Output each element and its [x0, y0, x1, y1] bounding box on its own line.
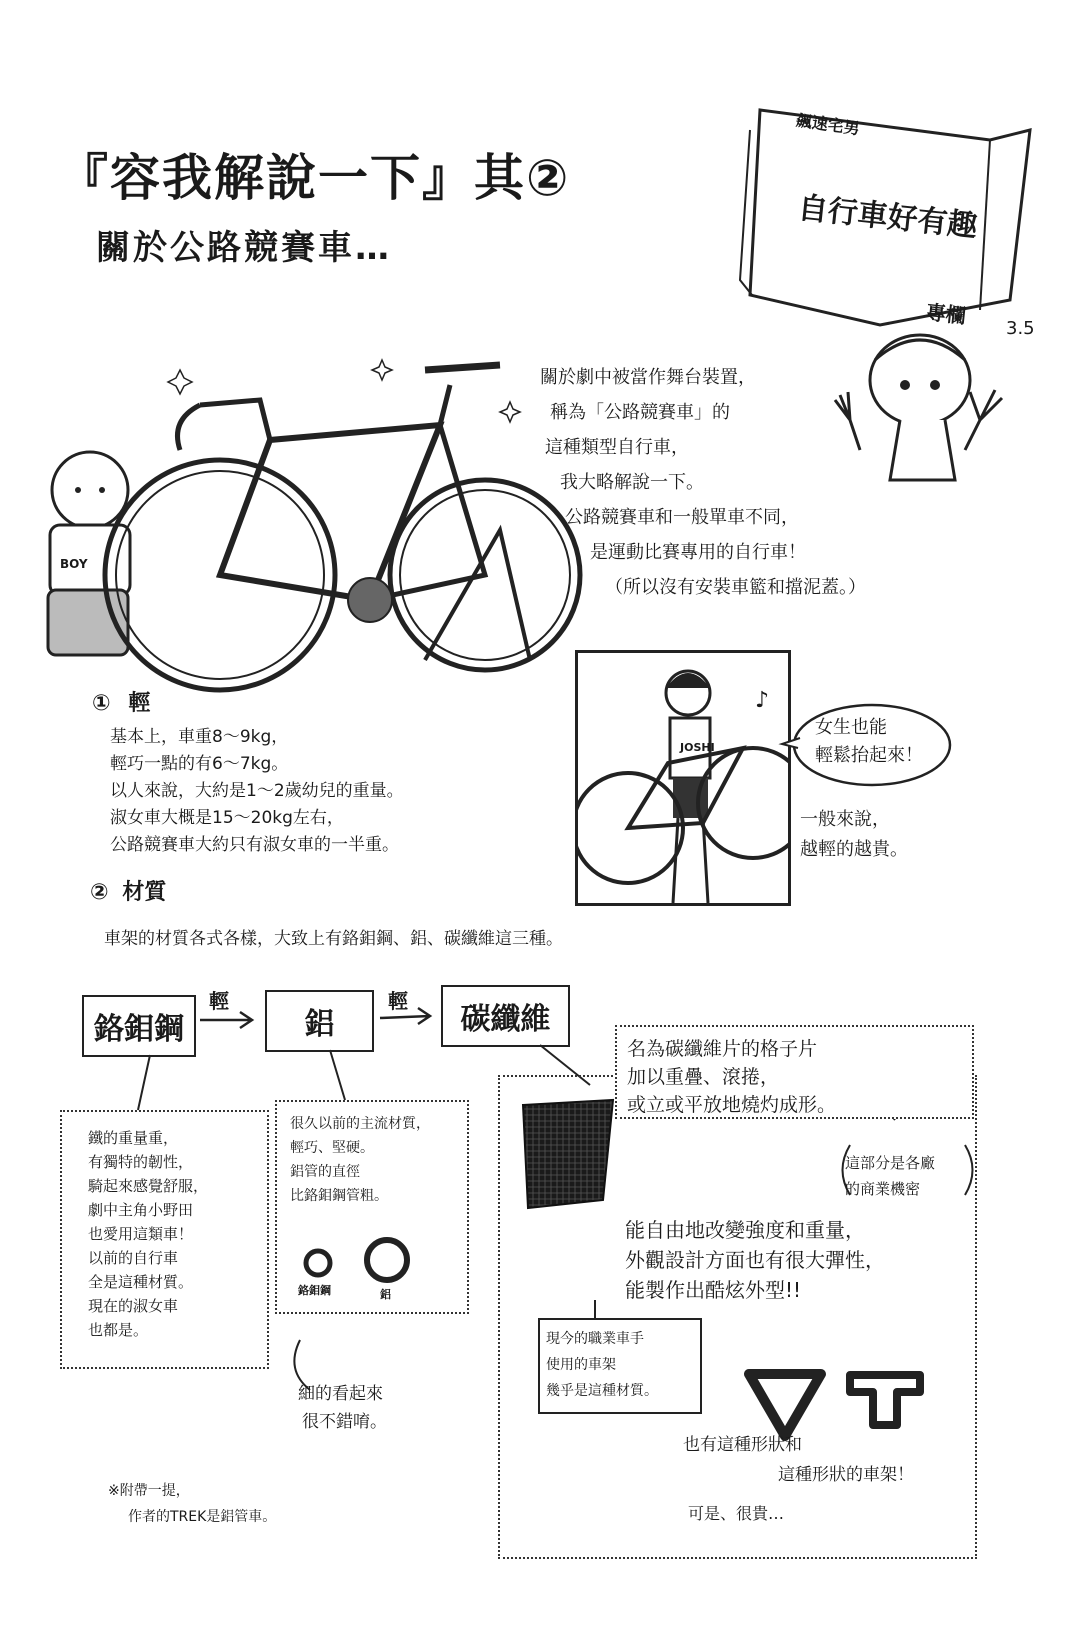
tube-comment-line: 很不錯唷。 [302, 1412, 387, 1432]
speech-line: 女生也能 [815, 717, 887, 738]
aluminum-line: 輕巧、堅硬。 [290, 1140, 374, 1156]
tube-label-chromoly: 鉻鉬鋼 [298, 1284, 331, 1297]
carbon-process-note [627, 1035, 836, 1119]
chromoly-line: 全是這種材質。 [88, 1273, 194, 1291]
but-expensive-note: 可是、很貴… [688, 1504, 785, 1523]
chromoly-line: 現在的淑女車 [88, 1297, 179, 1315]
intro-line: 我大略解說一下。 [560, 472, 704, 493]
music-note-icon: ♪ [755, 688, 770, 713]
shape-caption-line: 這種形狀的車架！ [778, 1465, 914, 1485]
intro-line: 公路競賽車和一般單車不同， [565, 507, 799, 528]
carbon-process-line: 或立或平放地燒灼成形。 [627, 1094, 837, 1116]
section1-line: 以人來說，大約是1～2歲幼兒的重量。 [110, 781, 404, 801]
section1-line: 基本上，車重8～9kg， [110, 727, 289, 747]
arrow-label-light-1: 輕 [209, 989, 229, 1013]
section1-line: 淑女車大概是15～20kg左右， [110, 808, 344, 828]
intro-line: （所以沒有安裝車籃和擋泥蓋。） [605, 577, 866, 598]
material-box-aluminum: 鋁 [265, 990, 374, 1052]
caption-line: 越輕的越貴。 [800, 839, 908, 860]
chromoly-line: 也都是。 [88, 1321, 149, 1339]
section1-title: 輕 [128, 691, 151, 716]
tube-label-aluminum: 鋁 [380, 1288, 391, 1301]
kid-shirt-text: BOY [60, 557, 88, 571]
chromoly-note [88, 1126, 208, 1342]
aluminum-line: 很久以前的主流材質， [290, 1116, 430, 1132]
section2-number: ② [90, 880, 109, 905]
aluminum-line: 鋁管的直徑 [290, 1164, 360, 1180]
chromoly-line: 鐵的重量重， [88, 1129, 179, 1147]
material-box-carbon: 碳纖維 [441, 985, 570, 1047]
intro-line: 關於劇中被當作舞台裝置， [540, 367, 756, 388]
trade-secret-line: 的商業機密 [845, 1180, 921, 1198]
book-title: 自行車好有趣 [796, 190, 979, 245]
chromoly-line: 有獨特的韌性， [88, 1153, 194, 1171]
chromoly-line: 騎起來感覺舒服， [88, 1177, 209, 1195]
section1-number: ① [92, 691, 111, 716]
chromoly-line: 也愛用這類車！ [88, 1225, 194, 1243]
pro-note-line: 幾乎是這種材質。 [546, 1383, 658, 1399]
carbon-process-line: 名為碳纖維片的格子片 [627, 1038, 818, 1060]
tube-comment [298, 1380, 387, 1436]
footnote [108, 1478, 276, 1530]
column-label: 專欄 [924, 299, 967, 329]
girl-shirt-text: JOSHI [680, 741, 715, 754]
intro-line: 是運動比賽專用的自行車！ [590, 542, 806, 563]
pro-note-line: 現今的職業車手 [546, 1331, 644, 1347]
t-shaped-tube-icon [845, 1370, 925, 1430]
tube-comment-line: 細的看起來 [298, 1384, 383, 1404]
chromoly-line: 以前的自行車 [88, 1249, 179, 1267]
pro-note [546, 1326, 658, 1404]
material-box-chromoly: 鉻鉬鋼 [82, 995, 196, 1057]
footnote-line: ※附帶一提， [108, 1483, 190, 1499]
page-subtitle: 關於公路競賽車… [96, 228, 392, 268]
page-number: 3.5 [1006, 318, 1035, 339]
pro-note-line: 使用的車架 [546, 1357, 616, 1373]
book-tag: 飆速宅男 [794, 110, 861, 139]
shape-caption [683, 1430, 914, 1490]
intro-line: 這種類型自行車， [545, 437, 689, 458]
section2-title: 材質 [122, 880, 167, 905]
page-title: 『容我解說一下』其② [58, 149, 571, 207]
carbon-benefits [625, 1215, 885, 1305]
shape-caption-line: 也有這種形狀和 [683, 1435, 802, 1455]
section1-line: 輕巧一點的有6～7kg。 [110, 754, 289, 774]
carbon-process-line: 加以重疊、滾捲， [627, 1066, 780, 1088]
arrow-label-light-2: 輕 [388, 989, 408, 1013]
chromoly-line: 劇中主角小野田 [88, 1201, 194, 1219]
aluminum-note [290, 1112, 430, 1208]
carbon-benefit-line: 能自由地改變強度和重量， [625, 1218, 865, 1242]
carbon-sheet-illustration [518, 1100, 618, 1210]
trade-secret-note [845, 1150, 935, 1202]
caption-line: 一般來說， [800, 809, 890, 830]
aluminum-line: 比鉻鉬鋼管粗。 [290, 1188, 388, 1204]
footnote-line: 作者的TREK是鋁管車。 [128, 1509, 277, 1525]
section1-line: 公路競賽車大約只有淑女車的一半重。 [110, 835, 399, 855]
carbon-benefit-line: 能製作出酷炫外型!! [625, 1278, 802, 1302]
section2-intro: 車架的材質各式各樣，大致上有鉻鉬鋼、鋁、碳纖維這三種。 [104, 929, 563, 949]
carbon-benefit-line: 外觀設計方面也有很大彈性， [625, 1248, 885, 1272]
trade-secret-line: 這部分是各廠 [845, 1154, 936, 1172]
speech-line: 輕鬆抬起來！ [815, 745, 923, 766]
intro-line: 稱為「公路競賽車」的 [550, 402, 730, 423]
